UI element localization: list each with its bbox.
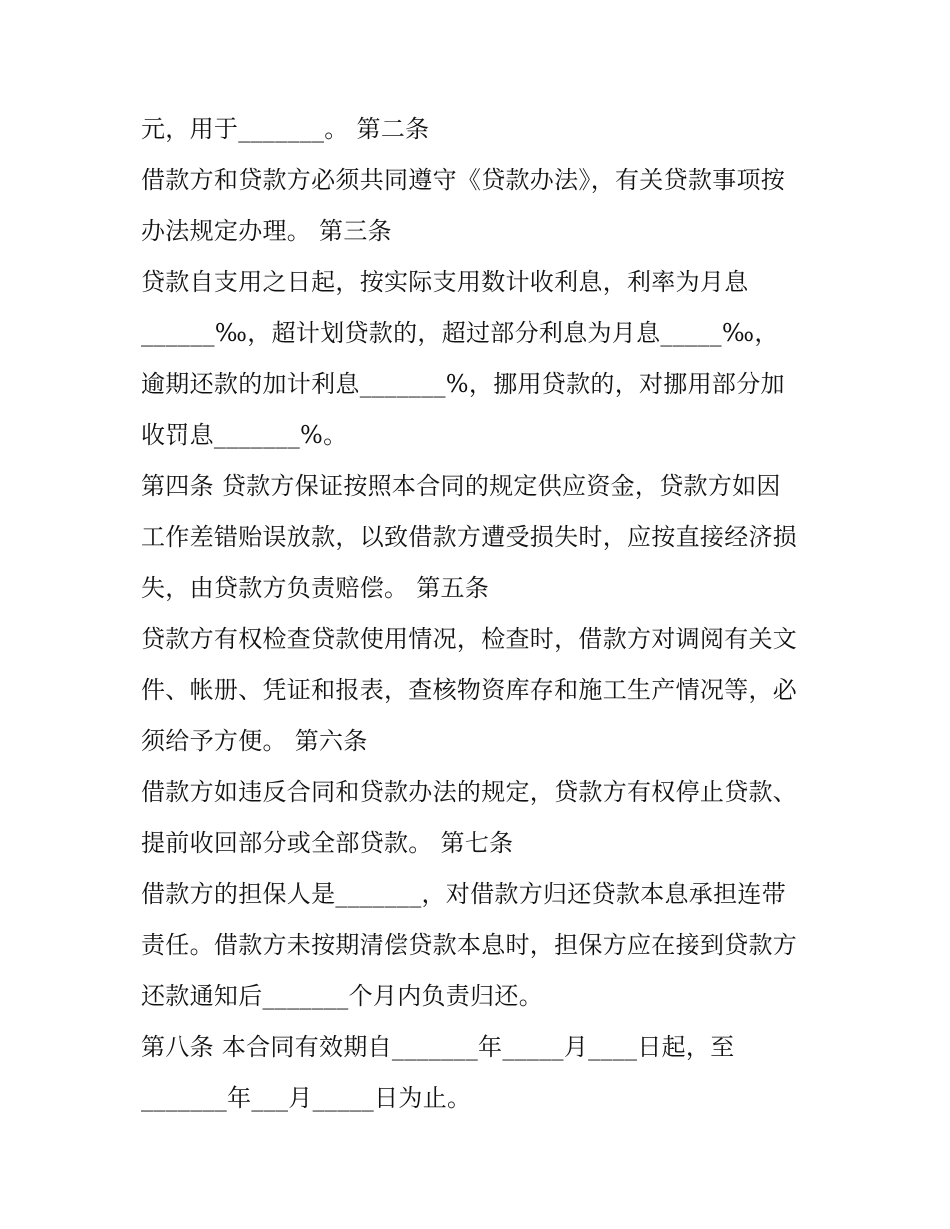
text-line: 工作差错贻误放款，以致借款方遭受损失时，应按直接经济损 [141, 523, 798, 551]
text-line: 逾期还款的加计利息_______%，挪用贷款的，对挪用部分加 [141, 370, 785, 398]
text-line: 提前收回部分或全部贷款。 第七条 [141, 829, 514, 857]
contract-text [141, 104, 821, 1124]
text-line: 须给予方便。 第六条 [141, 727, 368, 755]
text-line: 借款方如违反合同和贷款办法的规定，贷款方有权停止贷款、 [141, 778, 798, 806]
text-line: 第四条 贷款方保证按照本合同的规定供应资金，贷款方如因 [141, 472, 781, 500]
text-line: 还款通知后_______个月内负责归还。 [141, 982, 543, 1010]
text-line: 失，由贷款方负责赔偿。 第五条 [141, 574, 490, 602]
text-line: 第八条 本合同有效期自_______年_____月____日起，至 [141, 1033, 735, 1061]
text-line: 贷款方有权检查贷款使用情况，检查时，借款方对调阅有关文 [141, 625, 798, 653]
text-line: 收罚息_______%。 [141, 421, 348, 449]
text-line: 借款方的担保人是_______，对借款方归还贷款本息承担连带 [141, 880, 786, 908]
text-line: 贷款自支用之日起，按实际支用数计收利息，利率为月息 [141, 268, 749, 296]
text-line: 责任。借款方未按期清偿贷款本息时，担保方应在接到贷款方 [141, 931, 798, 959]
text-line: ______‰，超计划贷款的，超过部分利息为月息_____‰， [141, 319, 779, 347]
text-line: 元，用于_______。 第二条 [141, 115, 430, 143]
text-line: 件、帐册、凭证和报表，查核物资库存和施工生产情况等，必 [141, 676, 798, 704]
text-line: _______年___月_____日为止。 [141, 1084, 472, 1112]
text-line: 借款方和贷款方必须共同遵守《贷款办法》，有关贷款事项按 [141, 166, 786, 194]
text-line: 办法规定办理。 第三条 [141, 217, 392, 245]
